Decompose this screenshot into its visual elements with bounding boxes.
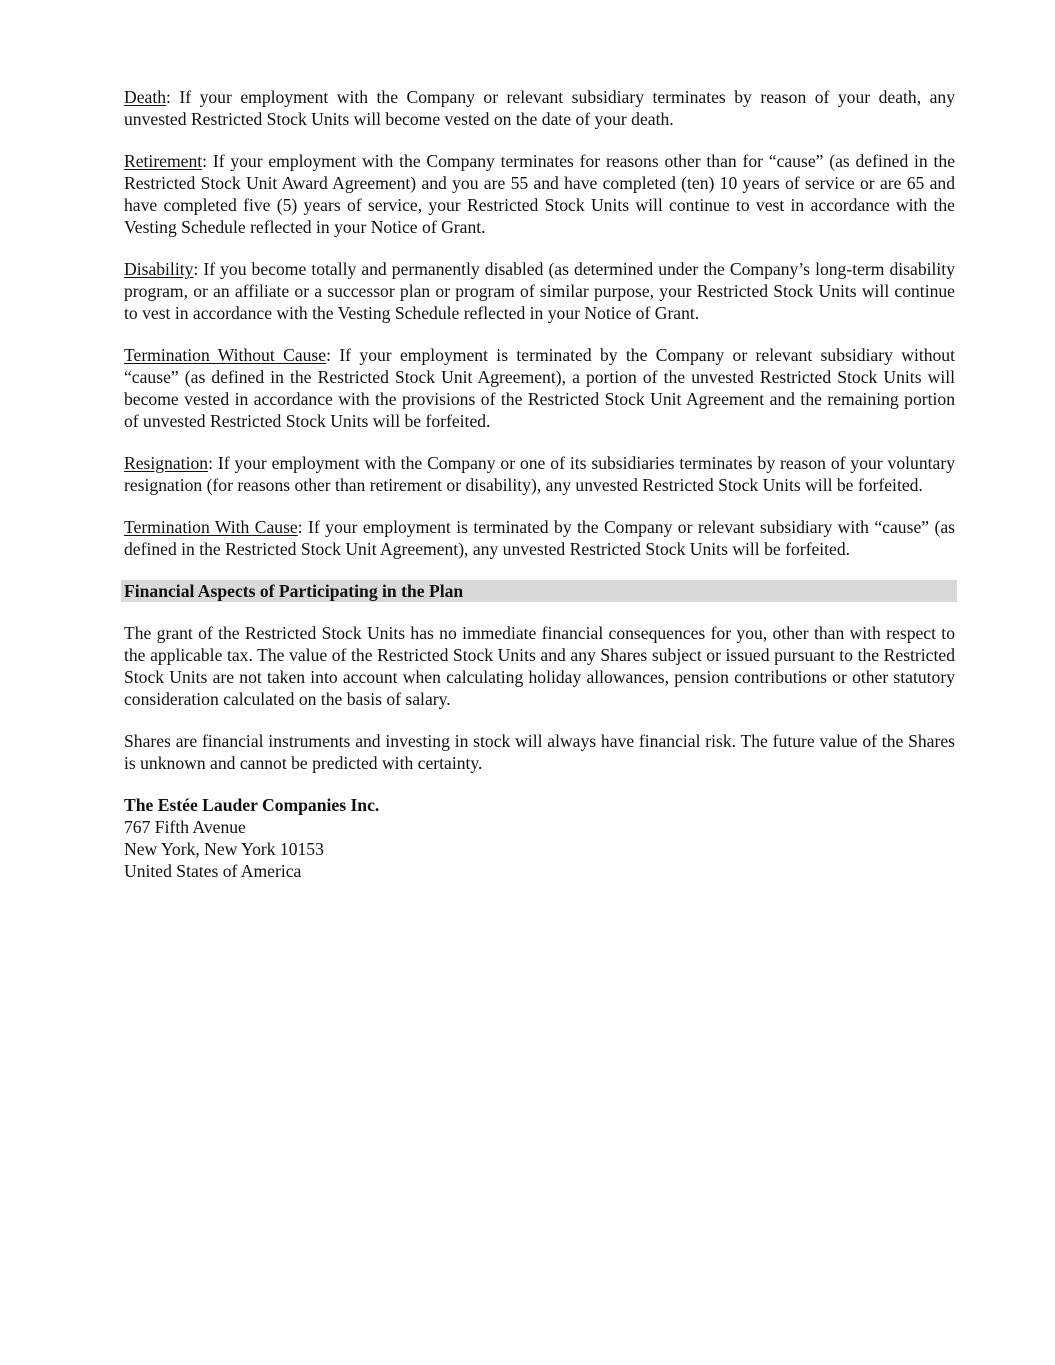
provision-text: : If your employment with the Company or relevant subsidiary terminates by reason of your death, any unvested Restricted Stock Units will become vested on the date of your death.	[124, 87, 955, 129]
section-paragraph: Shares are financial instruments and investing in stock will always have financial risk. The future value of the Shares is unknown and cannot be predicted with certainty.	[124, 731, 955, 773]
provision-retirement	[124, 150, 955, 238]
section-heading: Financial Aspects of Participating in the Plan	[121, 580, 957, 602]
company-name: The Estée Lauder Companies Inc.	[124, 795, 380, 815]
address-street: 767 Fifth Avenue	[124, 817, 246, 837]
provision-text: : If your employment with the Company or one of its subsidiaries terminates by reason of your voluntary resignation (for reasons other than retirement or disability), any unvested Restricted Stock Units will be forfeited.	[124, 453, 955, 495]
address-city: New York, New York 10153	[124, 839, 324, 859]
provision-termination-with-cause	[124, 516, 955, 560]
provision-term: Termination With Cause	[124, 517, 298, 537]
provision-death	[124, 86, 955, 130]
provision-text: : If your employment is terminated by the Company or relevant subsidiary without “cause” (as defined in the Restricted Stock Unit Agreement), a portion of the unvested Restricted Stock Units will become vested in accordance with the provisions of the Restricted Stock Unit Agreement and the remaining portion of unvested Restricted Stock Units will be forfeited.	[124, 345, 955, 431]
provision-text: : If your employment with the Company terminates for reasons other than for “cause” (as defined in the Restricted Stock Unit Award Agreement) and you are 55 and have completed (ten) 10 years of service or are 65 and have completed five (5) years of service, your Restricted Stock Units will continue to vest in accordance with the Vesting Schedule reflected in your Notice of Grant.	[124, 151, 955, 237]
provision-term: Resignation	[124, 453, 209, 473]
provision-term: Disability	[124, 259, 194, 279]
provision-term: Death	[124, 87, 167, 107]
company-address	[124, 794, 955, 882]
provision-term: Termination Without Cause	[124, 345, 327, 365]
section-paragraph: The grant of the Restricted Stock Units has no immediate financial consequences for you, other than with respect to the applicable tax. The value of the Restricted Stock Units and any Shares subject or issued pursuant to the Restricted Stock Units are not taken into account when calculating holiday allowances, pension contributions or other statutory consideration calculated on the basis of salary.	[124, 623, 955, 709]
provision-term: Retirement	[124, 151, 203, 171]
provision-termination-without-cause	[124, 344, 955, 432]
provision-disability	[124, 258, 955, 324]
provision-text: : If your employment is terminated by the Company or relevant subsidiary with “cause” (as defined in the Restricted Stock Unit Agreement), any unvested Restricted Stock Units will be forfeited.	[124, 517, 955, 559]
address-country: United States of America	[124, 861, 302, 881]
provision-resignation	[124, 452, 955, 496]
document-page	[124, 86, 955, 882]
provision-text: : If you become totally and permanently disabled (as determined under the Company’s long-term disability program, or an affiliate or a successor plan or program of similar purpose, your Restricted Stock Units will continue to vest in accordance with the Vesting Schedule reflected in your Notice of Grant.	[124, 259, 955, 323]
